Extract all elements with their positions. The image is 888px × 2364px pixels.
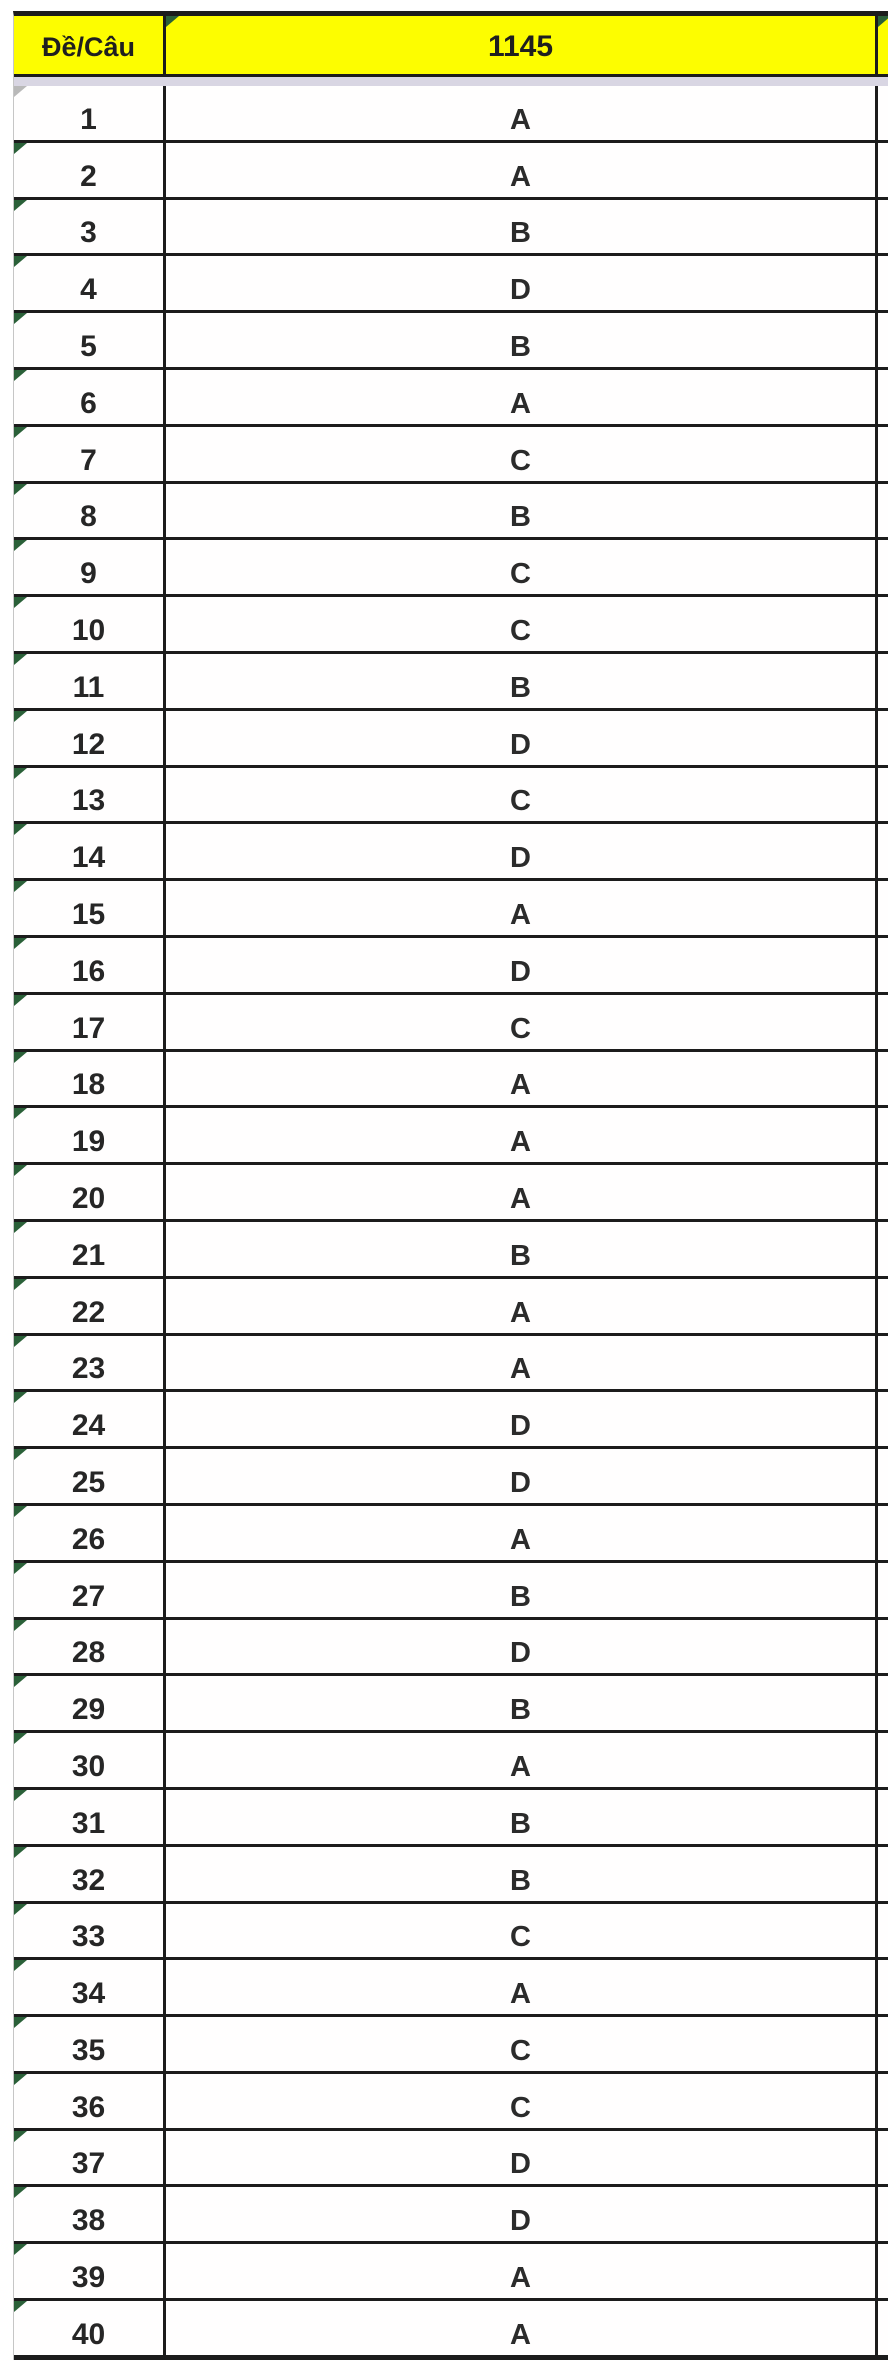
table-row <box>14 1563 888 1620</box>
overflow-cell[interactable] <box>878 86 888 140</box>
freeze-pane-divider <box>14 77 888 86</box>
answer-cell[interactable] <box>166 1506 878 1560</box>
overflow-cell[interactable] <box>878 2074 888 2128</box>
question-number: 12 <box>71 727 106 761</box>
question-number: 28 <box>71 1636 106 1670</box>
overflow-cell[interactable] <box>878 1904 888 1958</box>
question-number: 26 <box>71 1522 106 1556</box>
answer-cell[interactable] <box>166 256 878 310</box>
table-row <box>14 2244 888 2301</box>
table-row <box>14 768 888 825</box>
answer-letter: D <box>510 955 531 988</box>
answer-cell[interactable] <box>166 768 878 822</box>
cell-comment-triangle-icon <box>14 86 27 97</box>
answer-cell[interactable] <box>166 2074 878 2128</box>
table-row <box>14 2301 888 2358</box>
question-cell[interactable] <box>14 1733 166 1787</box>
answer-letter: B <box>510 1694 531 1727</box>
question-number: 7 <box>80 443 97 477</box>
answer-cell[interactable] <box>166 597 878 651</box>
overflow-cell[interactable] <box>878 2017 888 2071</box>
question-number: 9 <box>80 557 97 591</box>
answer-cell[interactable] <box>166 2244 878 2298</box>
question-cell[interactable] <box>14 995 166 1049</box>
answer-cell[interactable] <box>166 1279 878 1333</box>
answer-letter: D <box>510 274 531 307</box>
overflow-cell[interactable] <box>878 1563 888 1617</box>
question-number: 5 <box>80 329 97 363</box>
table-row <box>14 1222 888 1279</box>
table-row <box>14 2074 888 2131</box>
question-cell[interactable] <box>14 2131 166 2185</box>
overflow-cell[interactable] <box>878 2131 888 2185</box>
answer-letter: A <box>510 898 531 931</box>
overflow-cell[interactable] <box>878 1847 888 1901</box>
cell-comment-triangle-icon <box>14 824 27 835</box>
overflow-cell[interactable] <box>878 2244 888 2298</box>
cell-comment-triangle-icon <box>14 2244 27 2255</box>
table-row <box>14 881 888 938</box>
question-number: 22 <box>71 1295 106 1329</box>
question-number: 39 <box>71 2261 106 2295</box>
header-question-label: Đề/Câu <box>41 31 136 62</box>
overflow-cell[interactable] <box>878 1392 888 1446</box>
cell-comment-triangle-icon <box>14 938 27 949</box>
table-row <box>14 1960 888 2017</box>
question-cell[interactable] <box>14 2301 166 2355</box>
answer-cell[interactable] <box>166 1392 878 1446</box>
table-row <box>14 1847 888 1904</box>
cell-comment-triangle-icon <box>14 1449 27 1460</box>
cell-comment-triangle-icon <box>14 256 27 267</box>
overflow-cell[interactable] <box>878 484 888 538</box>
answer-cell[interactable] <box>166 2301 878 2355</box>
question-cell[interactable] <box>14 1506 166 1560</box>
table-row <box>14 1052 888 1109</box>
overflow-cell[interactable] <box>878 200 888 254</box>
answer-cell[interactable] <box>166 1563 878 1617</box>
answer-letter: A <box>510 1069 531 1102</box>
answer-letter: B <box>510 1807 531 1840</box>
cell-comment-triangle-icon <box>166 16 179 27</box>
cell-comment-triangle-icon <box>14 654 27 665</box>
answer-table-body <box>14 86 888 2358</box>
question-cell[interactable] <box>14 86 166 140</box>
question-cell[interactable] <box>14 1222 166 1276</box>
cell-comment-triangle-icon <box>14 2074 27 2085</box>
cell-comment-triangle-icon <box>14 1563 27 1574</box>
table-bottom-border <box>14 2358 888 2360</box>
answer-letter: C <box>510 558 531 591</box>
question-cell[interactable] <box>14 1904 166 1958</box>
answer-letter: A <box>510 2318 531 2351</box>
question-number: 25 <box>71 1465 106 1499</box>
question-number: 8 <box>80 500 97 534</box>
cell-comment-triangle-icon <box>14 200 27 211</box>
answer-letter: C <box>510 444 531 477</box>
answer-letter: C <box>510 2091 531 2124</box>
question-number: 17 <box>71 1011 106 1045</box>
question-number: 37 <box>71 2147 106 2181</box>
answer-letter: A <box>510 1296 531 1329</box>
table-row <box>14 484 888 541</box>
question-number: 4 <box>80 273 97 307</box>
answer-cell[interactable] <box>166 938 878 992</box>
question-cell[interactable] <box>14 370 166 424</box>
question-cell[interactable] <box>14 1108 166 1162</box>
header-question-cell[interactable] <box>14 16 166 74</box>
answer-cell[interactable] <box>166 370 878 424</box>
cell-comment-triangle-icon <box>14 2187 27 2198</box>
answer-cell[interactable] <box>166 1336 878 1390</box>
question-number: 38 <box>71 2204 106 2238</box>
overflow-cell[interactable] <box>878 711 888 765</box>
table-row <box>14 540 888 597</box>
cell-comment-triangle-icon <box>14 711 27 722</box>
overflow-cell[interactable] <box>878 1279 888 1333</box>
question-number: 3 <box>80 216 97 250</box>
table-row <box>14 2187 888 2244</box>
overflow-cell[interactable] <box>878 1052 888 1106</box>
overflow-cell[interactable] <box>878 1960 888 2014</box>
overflow-cell[interactable] <box>878 1165 888 1219</box>
answer-letter: A <box>510 160 531 193</box>
cell-comment-triangle-icon <box>14 1052 27 1063</box>
cell-comment-triangle-icon <box>14 143 27 154</box>
overflow-cell[interactable] <box>878 313 888 367</box>
answer-cell[interactable] <box>166 2187 878 2241</box>
question-cell[interactable] <box>14 484 166 538</box>
answer-cell[interactable] <box>166 1790 878 1844</box>
answer-key-table <box>13 11 888 2360</box>
cell-comment-triangle-icon <box>14 1790 27 1801</box>
answer-cell[interactable] <box>166 1847 878 1901</box>
answer-cell[interactable] <box>166 540 878 594</box>
answer-letter: C <box>510 1012 531 1045</box>
table-row <box>14 2131 888 2188</box>
answer-cell[interactable] <box>166 1108 878 1162</box>
answer-cell[interactable] <box>166 1620 878 1674</box>
question-number: 10 <box>71 613 106 647</box>
overflow-cell[interactable] <box>878 824 888 878</box>
answer-cell[interactable] <box>166 200 878 254</box>
table-row <box>14 256 888 313</box>
cell-comment-triangle-icon <box>14 1960 27 1971</box>
question-cell[interactable] <box>14 2074 166 2128</box>
cell-comment-triangle-icon <box>14 1108 27 1119</box>
question-cell[interactable] <box>14 1449 166 1503</box>
overflow-cell[interactable] <box>878 1222 888 1276</box>
question-cell[interactable] <box>14 1392 166 1446</box>
overflow-cell[interactable] <box>878 1620 888 1674</box>
table-row <box>14 1676 888 1733</box>
cell-comment-triangle-icon <box>14 597 27 608</box>
answer-cell[interactable] <box>166 143 878 197</box>
answer-letter: D <box>510 1410 531 1443</box>
answer-letter: B <box>510 671 531 704</box>
table-row <box>14 597 888 654</box>
question-number: 29 <box>71 1693 106 1727</box>
table-row <box>14 200 888 257</box>
question-number: 14 <box>71 841 106 875</box>
answer-letter: D <box>510 842 531 875</box>
answer-letter: B <box>510 330 531 363</box>
overflow-cell[interactable] <box>878 256 888 310</box>
question-cell[interactable] <box>14 427 166 481</box>
question-number: 23 <box>71 1352 106 1386</box>
answer-cell[interactable] <box>166 484 878 538</box>
question-cell[interactable] <box>14 711 166 765</box>
answer-letter: A <box>510 2262 531 2295</box>
cell-comment-triangle-icon <box>14 881 27 892</box>
question-number: 15 <box>71 897 106 931</box>
question-number: 24 <box>71 1409 106 1443</box>
cell-comment-triangle-icon <box>14 2301 27 2312</box>
question-number: 34 <box>71 1977 106 2011</box>
table-row <box>14 1336 888 1393</box>
question-cell[interactable] <box>14 200 166 254</box>
question-number: 21 <box>71 1238 106 1272</box>
table-row <box>14 824 888 881</box>
answer-letter: A <box>510 1750 531 1783</box>
question-number: 35 <box>71 2033 106 2067</box>
question-number: 13 <box>71 784 106 818</box>
question-number: 1 <box>80 102 97 136</box>
question-cell[interactable] <box>14 2187 166 2241</box>
cell-comment-triangle-icon <box>14 1392 27 1403</box>
table-row <box>14 1392 888 1449</box>
answer-cell[interactable] <box>166 86 878 140</box>
table-row <box>14 1279 888 1336</box>
table-row <box>14 86 888 143</box>
answer-letter: C <box>510 1921 531 1954</box>
question-cell[interactable] <box>14 1279 166 1333</box>
overflow-cell[interactable] <box>878 370 888 424</box>
cell-comment-triangle-icon <box>14 427 27 438</box>
answer-letter: B <box>510 1864 531 1897</box>
answer-cell[interactable] <box>166 2017 878 2071</box>
cell-comment-triangle-icon <box>14 1336 27 1347</box>
cell-comment-triangle-icon <box>14 995 27 1006</box>
question-number: 20 <box>71 1181 106 1215</box>
answer-cell[interactable] <box>166 995 878 1049</box>
table-row <box>14 143 888 200</box>
overflow-cell[interactable] <box>878 540 888 594</box>
question-cell[interactable] <box>14 881 166 935</box>
overflow-cell[interactable] <box>878 995 888 1049</box>
cell-comment-triangle-icon <box>14 1165 27 1176</box>
overflow-cell[interactable] <box>878 597 888 651</box>
table-row <box>14 370 888 427</box>
answer-letter: A <box>510 103 531 136</box>
question-cell[interactable] <box>14 1620 166 1674</box>
question-number: 31 <box>71 1806 106 1840</box>
answer-cell[interactable] <box>166 1449 878 1503</box>
cell-comment-triangle-icon <box>14 370 27 381</box>
header-code-cell[interactable] <box>166 16 878 74</box>
question-number: 16 <box>71 954 106 988</box>
question-cell[interactable] <box>14 824 166 878</box>
table-row <box>14 1790 888 1847</box>
question-cell[interactable] <box>14 256 166 310</box>
table-row <box>14 2017 888 2074</box>
cell-comment-triangle-icon <box>14 1676 27 1687</box>
question-cell[interactable] <box>14 768 166 822</box>
cell-comment-triangle-icon <box>14 1847 27 1858</box>
overflow-cell[interactable] <box>878 1790 888 1844</box>
question-number: 36 <box>71 2090 106 2124</box>
question-number: 32 <box>71 1863 106 1897</box>
cell-comment-triangle-icon <box>14 1904 27 1915</box>
answer-letter: D <box>510 1637 531 1670</box>
question-cell[interactable] <box>14 1336 166 1390</box>
question-cell[interactable] <box>14 143 166 197</box>
overflow-cell[interactable] <box>878 143 888 197</box>
overflow-cell[interactable] <box>878 1108 888 1162</box>
overflow-cell[interactable] <box>878 768 888 822</box>
table-row <box>14 1506 888 1563</box>
question-cell[interactable] <box>14 938 166 992</box>
answer-letter: B <box>510 1580 531 1613</box>
question-number: 33 <box>71 1920 106 1954</box>
cell-comment-triangle-icon <box>14 1506 27 1517</box>
table-row <box>14 1904 888 1961</box>
answer-letter: D <box>510 2148 531 2181</box>
answer-letter: A <box>510 1978 531 2011</box>
overflow-cell[interactable] <box>878 1449 888 1503</box>
cell-comment-triangle-icon <box>14 2131 27 2142</box>
overflow-cell[interactable] <box>878 1506 888 1560</box>
answer-cell[interactable] <box>166 711 878 765</box>
table-row <box>14 1733 888 1790</box>
question-cell[interactable] <box>14 1790 166 1844</box>
overflow-cell[interactable] <box>878 938 888 992</box>
table-row <box>14 313 888 370</box>
answer-cell[interactable] <box>166 1960 878 2014</box>
overflow-cell[interactable] <box>878 1733 888 1787</box>
answer-letter: A <box>510 1353 531 1386</box>
cell-comment-triangle-icon <box>14 1222 27 1233</box>
cell-comment-triangle-icon <box>14 1279 27 1290</box>
overflow-cell[interactable] <box>878 1676 888 1730</box>
question-number: 19 <box>71 1125 106 1159</box>
question-cell[interactable] <box>14 2244 166 2298</box>
answer-cell[interactable] <box>166 2131 878 2185</box>
answer-letter: B <box>510 1239 531 1272</box>
question-number: 6 <box>80 386 97 420</box>
table-row <box>14 711 888 768</box>
table-row <box>14 1165 888 1222</box>
question-number: 40 <box>71 2317 106 2351</box>
answer-cell[interactable] <box>166 1222 878 1276</box>
answer-letter: B <box>510 501 531 534</box>
answer-letter: C <box>510 614 531 647</box>
answer-cell[interactable] <box>166 427 878 481</box>
question-cell[interactable] <box>14 1847 166 1901</box>
cell-comment-triangle-icon <box>14 540 27 551</box>
overflow-cell[interactable] <box>878 427 888 481</box>
question-cell[interactable] <box>14 1960 166 2014</box>
question-cell[interactable] <box>14 654 166 708</box>
overflow-cell[interactable] <box>878 2187 888 2241</box>
cell-comment-triangle-icon <box>14 484 27 495</box>
question-cell[interactable] <box>14 540 166 594</box>
answer-cell[interactable] <box>166 881 878 935</box>
answer-cell[interactable] <box>166 1052 878 1106</box>
header-code-label: 1145 <box>487 30 554 63</box>
answer-letter: A <box>510 1126 531 1159</box>
question-cell[interactable] <box>14 2017 166 2071</box>
question-cell[interactable] <box>14 597 166 651</box>
question-cell[interactable] <box>14 1052 166 1106</box>
answer-cell[interactable] <box>166 824 878 878</box>
answer-cell[interactable] <box>166 1165 878 1219</box>
answer-letter: A <box>510 387 531 420</box>
answer-cell[interactable] <box>166 654 878 708</box>
question-number: 30 <box>71 1749 106 1783</box>
answer-letter: B <box>510 217 531 250</box>
answer-letter: C <box>510 2034 531 2067</box>
table-row <box>14 1449 888 1506</box>
overflow-cell[interactable] <box>878 654 888 708</box>
answer-cell[interactable] <box>166 1904 878 1958</box>
overflow-cell[interactable] <box>878 881 888 935</box>
header-row <box>14 16 888 77</box>
question-cell[interactable] <box>14 1676 166 1730</box>
question-cell[interactable] <box>14 313 166 367</box>
question-cell[interactable] <box>14 1563 166 1617</box>
cell-comment-triangle-icon <box>14 313 27 324</box>
table-row <box>14 1620 888 1677</box>
table-row <box>14 427 888 484</box>
question-number: 18 <box>71 1068 106 1102</box>
answer-letter: A <box>510 1523 531 1556</box>
cell-comment-triangle-icon <box>878 16 888 27</box>
table-row <box>14 654 888 711</box>
answer-letter: D <box>510 1466 531 1499</box>
answer-letter: D <box>510 728 531 761</box>
overflow-cell[interactable] <box>878 1336 888 1390</box>
question-cell[interactable] <box>14 1165 166 1219</box>
table-row <box>14 1108 888 1165</box>
answer-letter: C <box>510 785 531 818</box>
question-number: 11 <box>72 670 105 704</box>
cell-comment-triangle-icon <box>14 768 27 779</box>
answer-cell[interactable] <box>166 1733 878 1787</box>
answer-letter: A <box>510 1182 531 1215</box>
question-number: 27 <box>71 1579 106 1613</box>
table-row <box>14 938 888 995</box>
table-row <box>14 995 888 1052</box>
answer-cell[interactable] <box>166 1676 878 1730</box>
answer-cell[interactable] <box>166 313 878 367</box>
overflow-cell[interactable] <box>878 2301 888 2355</box>
question-number: 2 <box>80 159 97 193</box>
answer-letter: D <box>510 2205 531 2238</box>
header-overflow-cell[interactable] <box>878 16 888 74</box>
cell-comment-triangle-icon <box>14 1620 27 1631</box>
cell-comment-triangle-icon <box>14 1733 27 1744</box>
cell-comment-triangle-icon <box>14 2017 27 2028</box>
